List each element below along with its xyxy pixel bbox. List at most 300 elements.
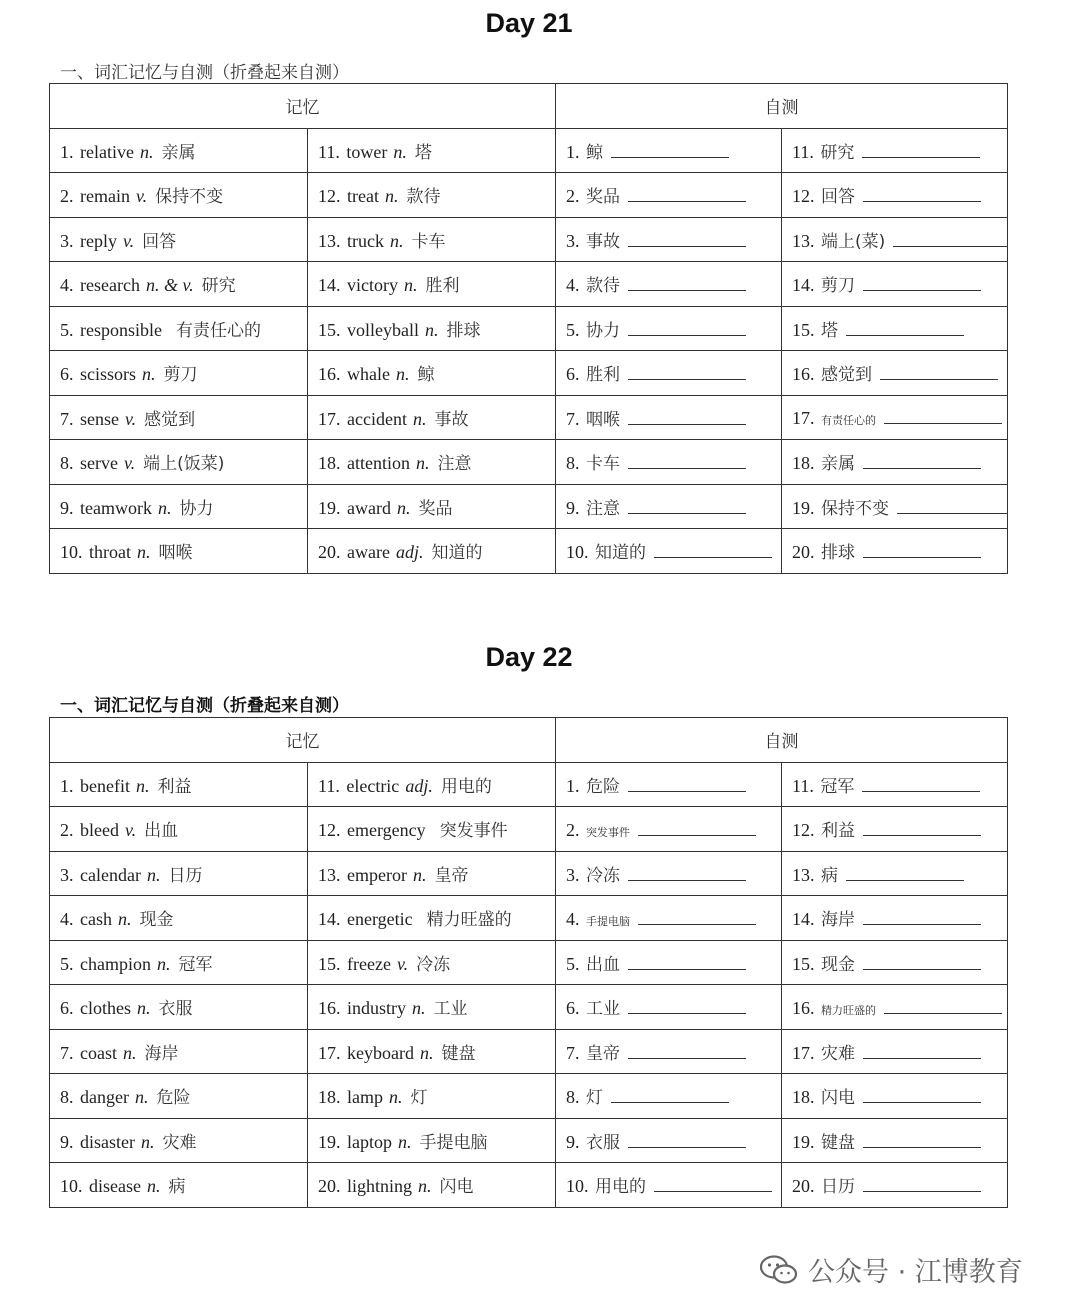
english-word: keyboard — [347, 1042, 414, 1063]
english-word: electric — [346, 775, 400, 796]
answer-blank[interactable] — [628, 450, 746, 469]
part-of-speech: n. — [157, 497, 172, 518]
answer-blank[interactable] — [897, 495, 1008, 514]
chinese-prompt: 保持不变 — [821, 498, 889, 519]
part-of-speech: v. — [124, 820, 137, 841]
part-of-speech: v. — [396, 953, 409, 974]
item-number: 12. — [792, 186, 815, 207]
section-title: 一、词汇记忆与自测（折叠起来自测） — [60, 696, 349, 716]
test-cell — [556, 351, 782, 396]
part-of-speech: n. — [415, 453, 430, 474]
chinese-meaning: 研究 — [201, 276, 236, 297]
item-number: 19. — [792, 497, 815, 518]
item-number: 4. — [60, 909, 74, 930]
item-number: 20. — [318, 1176, 341, 1197]
chinese-prompt: 知道的 — [595, 543, 646, 564]
english-word: accident — [347, 408, 407, 429]
item-number: 17. — [792, 1042, 815, 1063]
answer-blank[interactable] — [884, 995, 1002, 1014]
test-cell — [782, 807, 1008, 852]
item-number: 1. — [60, 141, 74, 162]
test-header: 自测 — [556, 718, 1008, 763]
english-word: benefit — [80, 775, 130, 796]
item-number: 13. — [318, 230, 341, 251]
item-number: 17. — [792, 408, 815, 429]
answer-blank[interactable] — [880, 361, 998, 380]
chinese-meaning: 塔 — [414, 142, 432, 163]
item-number: 3. — [566, 864, 580, 885]
memory-cell — [50, 1074, 308, 1119]
memory-cell — [50, 1118, 308, 1163]
memory-cell — [50, 217, 308, 262]
chinese-prompt: 病 — [821, 865, 838, 886]
test-cell — [556, 1118, 782, 1163]
memory-cell — [308, 807, 556, 852]
chinese-meaning: 冠军 — [178, 954, 213, 975]
test-cell — [782, 351, 1008, 396]
chinese-meaning: 灯 — [410, 1088, 428, 1109]
test-cell — [782, 1029, 1008, 1074]
test-cell — [782, 173, 1008, 218]
chinese-prompt: 协力 — [586, 320, 620, 341]
item-number: 7. — [566, 1042, 580, 1063]
answer-blank[interactable] — [863, 272, 981, 291]
chinese-meaning: 精力旺盛的 — [426, 910, 512, 931]
table-row — [50, 128, 1008, 173]
chinese-meaning: 病 — [168, 1177, 186, 1198]
answer-blank[interactable] — [863, 1173, 981, 1192]
memory-cell — [308, 306, 556, 351]
chinese-meaning: 鲸 — [417, 365, 435, 386]
memory-cell — [50, 306, 308, 351]
chinese-meaning: 卡车 — [411, 231, 446, 252]
item-number: 5. — [566, 319, 580, 340]
item-number: 18. — [318, 1087, 341, 1108]
part-of-speech: n. — [404, 275, 418, 296]
chinese-meaning: 胜利 — [425, 276, 460, 297]
chinese-prompt: 亲属 — [821, 454, 855, 475]
english-word: cash — [80, 909, 112, 930]
memory-cell — [308, 1163, 556, 1208]
section-title: 一、词汇记忆与自测（折叠起来自测） — [60, 63, 349, 83]
item-number: 6. — [566, 364, 580, 385]
test-cell — [782, 484, 1008, 529]
memory-cell — [50, 940, 308, 985]
item-number: 15. — [792, 953, 815, 974]
test-cell — [782, 306, 1008, 351]
test-cell — [556, 440, 782, 485]
answer-blank[interactable] — [628, 1129, 746, 1148]
part-of-speech: n. — [419, 1042, 434, 1063]
answer-blank[interactable] — [628, 317, 746, 336]
memory-cell — [308, 1118, 556, 1163]
item-number: 11. — [318, 775, 340, 796]
part-of-speech: n. — [139, 141, 154, 162]
chinese-prompt: 海岸 — [821, 910, 855, 931]
answer-blank[interactable] — [863, 450, 981, 469]
item-number: 7. — [60, 1042, 74, 1063]
item-number: 14. — [792, 275, 815, 296]
answer-blank[interactable] — [863, 183, 981, 202]
chinese-meaning: 皇帝 — [434, 865, 469, 886]
chinese-prompt: 键盘 — [821, 1132, 855, 1153]
answer-blank[interactable] — [638, 817, 756, 836]
chinese-meaning: 事故 — [434, 409, 469, 430]
answer-blank[interactable] — [628, 183, 746, 202]
answer-blank[interactable] — [611, 139, 729, 158]
chinese-meaning: 端上(饭菜) — [143, 454, 225, 475]
answer-blank[interactable] — [862, 773, 980, 792]
chinese-meaning: 工业 — [433, 999, 468, 1020]
answer-blank[interactable] — [628, 272, 746, 291]
item-number: 16. — [792, 364, 815, 385]
vocab-rows — [50, 762, 1008, 1207]
day-title: Day 22 — [485, 642, 573, 672]
answer-blank[interactable] — [863, 906, 981, 925]
part-of-speech: n. — [122, 1042, 137, 1063]
chinese-meaning: 衣服 — [158, 999, 193, 1020]
table-row — [50, 173, 1008, 218]
item-number: 13. — [792, 864, 815, 885]
english-word: emperor — [347, 864, 407, 885]
memory-cell — [50, 173, 308, 218]
english-word: energetic — [347, 909, 413, 930]
english-word: emergency — [347, 820, 426, 841]
memory-cell — [308, 1074, 556, 1119]
test-cell — [556, 484, 782, 529]
item-number: 1. — [566, 141, 580, 162]
item-number: 20. — [792, 542, 815, 563]
test-cell — [782, 395, 1008, 440]
item-number: 14. — [792, 909, 815, 930]
answer-blank[interactable] — [628, 773, 746, 792]
answer-blank[interactable] — [863, 1040, 981, 1059]
english-word: clothes — [80, 998, 131, 1019]
item-number: 10. — [566, 1176, 589, 1197]
chinese-meaning: 突发事件 — [439, 821, 508, 842]
test-cell — [782, 1163, 1008, 1208]
watermark — [760, 1250, 1023, 1289]
item-number: 9. — [60, 1131, 74, 1152]
answer-blank[interactable] — [863, 1084, 981, 1103]
part-of-speech: n. — [137, 998, 151, 1019]
chinese-prompt: 出血 — [586, 954, 620, 975]
answer-blank[interactable] — [628, 228, 746, 247]
chinese-meaning: 咽喉 — [158, 543, 193, 564]
memory-cell — [308, 173, 556, 218]
test-cell — [556, 985, 782, 1030]
english-word: freeze — [347, 953, 391, 974]
english-word: whale — [347, 364, 390, 385]
chinese-prompt: 皇帝 — [586, 1043, 620, 1064]
answer-blank[interactable] — [628, 951, 746, 970]
answer-blank[interactable] — [863, 817, 981, 836]
part-of-speech: n. — [146, 864, 161, 885]
chinese-prompt: 有责任心的 — [821, 414, 876, 428]
answer-blank[interactable] — [846, 862, 964, 881]
memory-cell — [308, 896, 556, 941]
item-number: 11. — [318, 141, 340, 162]
item-number: 1. — [566, 775, 580, 796]
table-row — [50, 306, 1008, 351]
item-number: 2. — [60, 186, 74, 207]
english-word: scissors — [80, 364, 137, 385]
chinese-prompt: 端上(菜) — [821, 231, 886, 252]
chinese-prompt: 日历 — [821, 1177, 855, 1198]
chinese-prompt: 突发事件 — [586, 825, 630, 839]
part-of-speech: n. — [418, 1176, 432, 1197]
memory-cell — [308, 217, 556, 262]
chinese-prompt: 现金 — [821, 954, 855, 975]
chinese-prompt: 冠军 — [820, 776, 855, 797]
answer-blank[interactable] — [654, 1173, 772, 1192]
answer-blank[interactable] — [863, 1129, 981, 1148]
chinese-meaning: 协力 — [179, 498, 214, 519]
memory-cell — [308, 484, 556, 529]
item-number: 19. — [792, 1131, 815, 1152]
memory-cell — [50, 896, 308, 941]
chinese-prompt: 精力旺盛的 — [821, 1003, 876, 1017]
chinese-prompt: 剪刀 — [821, 276, 855, 297]
table-row — [50, 484, 1008, 529]
chinese-prompt: 利益 — [821, 821, 855, 842]
test-cell — [782, 529, 1008, 574]
item-number: 12. — [792, 820, 815, 841]
table-row — [50, 851, 1008, 896]
item-number: 13. — [792, 230, 815, 251]
item-number: 6. — [60, 998, 74, 1019]
answer-blank[interactable] — [863, 539, 981, 558]
item-number: 19. — [318, 1131, 341, 1152]
part-of-speech: n. — [424, 319, 439, 340]
chinese-meaning: 手提电脑 — [419, 1132, 488, 1153]
part-of-speech: n. — [140, 1131, 155, 1152]
test-cell — [782, 1118, 1008, 1163]
test-cell — [782, 262, 1008, 307]
part-of-speech: n. — [146, 1176, 161, 1197]
english-word: tower — [346, 141, 388, 162]
english-word: bleed — [80, 820, 119, 841]
item-number: 15. — [792, 319, 815, 340]
test-cell — [782, 440, 1008, 485]
part-of-speech: n. — [412, 998, 426, 1019]
table-row — [50, 217, 1008, 262]
english-word: responsible — [80, 319, 162, 340]
chinese-meaning: 回答 — [142, 231, 177, 252]
part-of-speech: n. — [135, 775, 150, 796]
test-cell — [556, 262, 782, 307]
chinese-prompt: 事故 — [586, 231, 620, 252]
item-number: 12. — [318, 186, 341, 207]
vocab-table — [49, 717, 1008, 1208]
memory-cell — [50, 762, 308, 807]
chinese-prompt: 排球 — [821, 543, 855, 564]
answer-blank[interactable] — [628, 495, 746, 514]
english-word: lamp — [347, 1087, 383, 1108]
part-of-speech: adj. — [395, 542, 424, 563]
answer-blank[interactable] — [654, 539, 772, 558]
chinese-meaning: 现金 — [139, 910, 174, 931]
chinese-meaning: 冷冻 — [416, 954, 451, 975]
answer-blank[interactable] — [846, 317, 964, 336]
memory-cell — [50, 529, 308, 574]
item-number: 14. — [318, 275, 341, 296]
test-cell — [556, 395, 782, 440]
memory-cell — [308, 395, 556, 440]
chinese-meaning: 利益 — [157, 776, 192, 797]
vocab-table — [49, 83, 1008, 574]
item-number: 5. — [566, 953, 580, 974]
table-row — [50, 1074, 1008, 1119]
part-of-speech: n. — [384, 186, 399, 207]
item-number: 5. — [60, 953, 74, 974]
english-word: treat — [347, 186, 379, 207]
chinese-prompt: 塔 — [821, 320, 838, 341]
test-cell — [782, 940, 1008, 985]
answer-blank[interactable] — [863, 951, 981, 970]
chinese-meaning: 注意 — [437, 454, 472, 475]
item-number: 17. — [318, 1042, 341, 1063]
english-word: danger — [80, 1087, 129, 1108]
test-cell — [556, 217, 782, 262]
part-of-speech: n. — [142, 364, 156, 385]
english-word: serve — [80, 453, 118, 474]
item-number: 11. — [792, 775, 814, 796]
item-number: 18. — [792, 1087, 815, 1108]
item-number: 10. — [60, 542, 83, 563]
answer-blank[interactable] — [628, 1040, 746, 1059]
english-word: aware — [347, 542, 390, 563]
memory-cell — [50, 851, 308, 896]
memory-header: 记忆 — [50, 84, 556, 129]
item-number: 9. — [566, 497, 580, 518]
answer-blank[interactable] — [638, 906, 756, 925]
part-of-speech: n. — [156, 953, 171, 974]
test-cell — [782, 1074, 1008, 1119]
memory-cell — [308, 1029, 556, 1074]
chinese-prompt: 注意 — [586, 498, 620, 519]
table-row — [50, 1163, 1008, 1208]
chinese-prompt: 灯 — [586, 1088, 603, 1109]
memory-cell — [308, 262, 556, 307]
item-number: 8. — [566, 1087, 580, 1108]
chinese-meaning: 有责任心的 — [175, 320, 261, 341]
chinese-prompt: 灾难 — [821, 1043, 855, 1064]
answer-blank[interactable] — [628, 361, 746, 380]
memory-cell — [50, 262, 308, 307]
memory-cell — [308, 529, 556, 574]
item-number: 19. — [318, 497, 341, 518]
memory-cell — [50, 1163, 308, 1208]
part-of-speech: n. & v. — [145, 275, 194, 296]
item-number: 8. — [60, 1087, 74, 1108]
english-word: teamwork — [80, 497, 152, 518]
answer-blank[interactable] — [862, 139, 980, 158]
test-cell — [556, 1074, 782, 1119]
item-number: 8. — [566, 453, 580, 474]
item-number: 13. — [318, 864, 341, 885]
item-number: 4. — [566, 908, 580, 929]
item-number: 18. — [792, 453, 815, 474]
vocab-rows — [50, 128, 1008, 573]
answer-blank[interactable] — [628, 406, 746, 425]
item-number: 3. — [566, 230, 580, 251]
table-row — [50, 351, 1008, 396]
memory-cell — [308, 851, 556, 896]
chinese-meaning: 奖品 — [418, 498, 453, 519]
memory-cell — [50, 1029, 308, 1074]
english-word: industry — [347, 998, 407, 1019]
chinese-prompt: 衣服 — [586, 1132, 620, 1153]
answer-blank[interactable] — [611, 1084, 729, 1103]
answer-blank[interactable] — [628, 995, 746, 1014]
chinese-prompt: 闪电 — [821, 1088, 855, 1109]
table-row — [50, 440, 1008, 485]
table-row — [50, 262, 1008, 307]
english-word: research — [80, 275, 140, 296]
part-of-speech: v. — [122, 230, 135, 251]
english-word: disaster — [80, 1131, 135, 1152]
chinese-meaning: 危险 — [156, 1088, 191, 1109]
test-header: 自测 — [556, 84, 1008, 129]
english-word: attention — [347, 453, 410, 474]
item-number: 2. — [566, 819, 580, 840]
chinese-meaning: 亲属 — [161, 142, 196, 163]
item-number: 4. — [566, 275, 580, 296]
test-cell — [782, 985, 1008, 1030]
memory-cell — [50, 128, 308, 173]
chinese-prompt: 胜利 — [586, 365, 620, 386]
test-cell — [556, 306, 782, 351]
answer-blank[interactable] — [893, 228, 1007, 247]
answer-blank[interactable] — [884, 405, 1002, 424]
item-number: 16. — [318, 998, 341, 1019]
memory-cell — [50, 395, 308, 440]
chinese-meaning: 灾难 — [162, 1132, 197, 1153]
chinese-meaning: 海岸 — [144, 1043, 179, 1064]
test-cell — [782, 851, 1008, 896]
english-word: throat — [89, 542, 131, 563]
item-number: 18. — [318, 453, 341, 474]
item-number: 4. — [60, 275, 74, 296]
part-of-speech: n. — [389, 1087, 403, 1108]
chinese-prompt: 危险 — [586, 776, 620, 797]
memory-cell — [50, 807, 308, 852]
test-cell — [556, 851, 782, 896]
part-of-speech: n. — [412, 864, 427, 885]
part-of-speech: v. — [123, 453, 136, 474]
test-cell — [556, 896, 782, 941]
test-cell — [556, 807, 782, 852]
table-row — [50, 1029, 1008, 1074]
item-number: 8. — [60, 453, 74, 474]
chinese-meaning: 知道的 — [431, 543, 483, 564]
item-number: 6. — [566, 998, 580, 1019]
answer-blank[interactable] — [628, 862, 746, 881]
chinese-prompt: 冷冻 — [586, 865, 620, 886]
item-number: 17. — [318, 408, 341, 429]
part-of-speech: n. — [412, 408, 427, 429]
part-of-speech: n. — [389, 230, 404, 251]
memory-header: 记忆 — [50, 718, 556, 763]
test-cell — [556, 762, 782, 807]
item-number: 14. — [318, 909, 341, 930]
chinese-meaning: 日历 — [168, 865, 203, 886]
item-number: 2. — [60, 820, 74, 841]
test-cell — [556, 1029, 782, 1074]
chinese-prompt: 手提电脑 — [586, 914, 630, 928]
part-of-speech: n. — [396, 497, 411, 518]
